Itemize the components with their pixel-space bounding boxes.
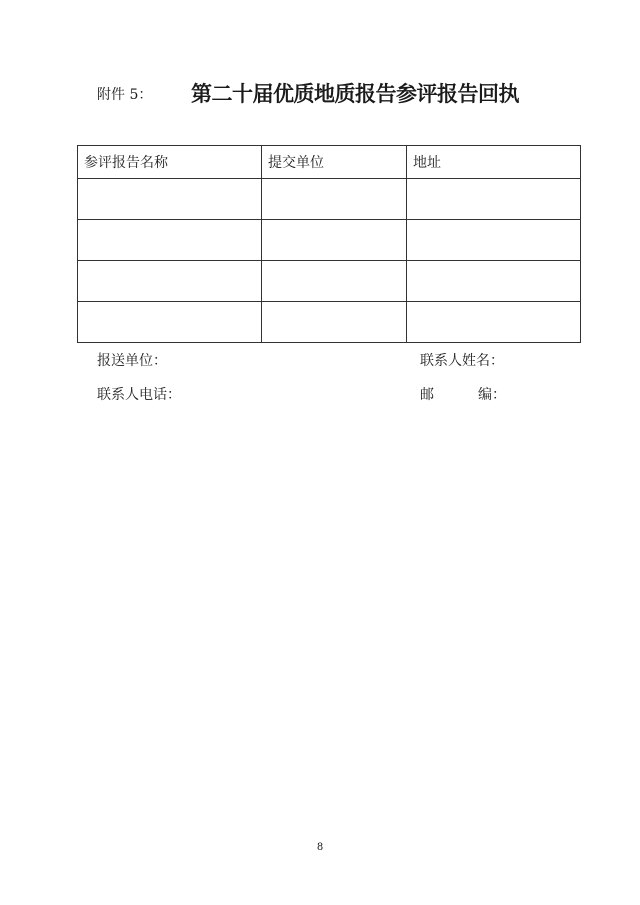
- table-cell: [262, 220, 407, 261]
- table-row: [78, 261, 581, 302]
- table-header-row: [78, 146, 581, 179]
- attachment-label: 附件 5：: [97, 87, 153, 103]
- postcode-label-part2: 编：: [478, 387, 506, 403]
- table-cell: [78, 220, 262, 261]
- contact-name-label: 联系人姓名：: [420, 353, 504, 369]
- table-cell: [407, 220, 581, 261]
- receipt-table: [77, 145, 581, 343]
- contact-phone-label: 联系人电话：: [97, 387, 181, 403]
- table-cell: [262, 302, 407, 343]
- table-cell: [78, 302, 262, 343]
- table-row: [78, 220, 581, 261]
- column-header-address: 地址: [407, 146, 581, 179]
- table-cell: [407, 261, 581, 302]
- page-number: 8: [316, 842, 324, 853]
- submitting-unit-label: 报送单位：: [97, 353, 167, 369]
- table-cell: [407, 302, 581, 343]
- table-cell: [407, 179, 581, 220]
- table-row: [78, 179, 581, 220]
- table-cell: [262, 261, 407, 302]
- table-cell: [78, 179, 262, 220]
- postcode-label-part1: 邮: [420, 387, 434, 403]
- postcode-label: [420, 386, 506, 404]
- column-header-submitting-unit: 提交单位: [262, 146, 407, 179]
- table-row: [78, 302, 581, 343]
- table-cell: [78, 261, 262, 302]
- table-cell: [262, 179, 407, 220]
- column-header-report-name: 参评报告名称: [78, 146, 262, 179]
- document-title: 第二十届优质地质报告参评报告回执: [191, 81, 519, 106]
